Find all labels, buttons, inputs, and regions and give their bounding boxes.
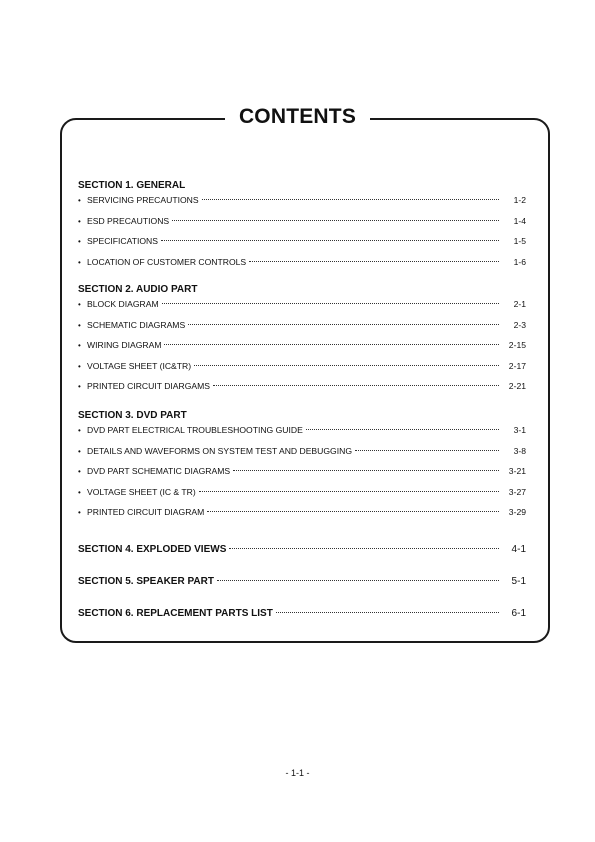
section-3	[78, 410, 526, 527]
section-entry-label: SECTION 4. EXPLODED VIEWS	[78, 544, 227, 555]
bullet: •	[78, 257, 81, 267]
section-entry[interactable]	[78, 608, 526, 620]
dot-leader	[164, 344, 499, 345]
toc-item-page: 3-29	[508, 507, 526, 517]
toc-item-page: 1-4	[513, 215, 526, 226]
toc-item[interactable]	[78, 194, 526, 215]
section-6[interactable]	[78, 608, 526, 620]
section-1	[78, 180, 526, 276]
toc-item-page: 2-15	[508, 340, 526, 350]
dot-leader	[217, 580, 499, 581]
toc-item[interactable]	[78, 486, 526, 507]
section-2	[78, 284, 526, 401]
toc-item-page: 2-3	[513, 319, 526, 330]
dot-leader	[161, 240, 499, 241]
bullet: •	[78, 446, 81, 456]
bullet: •	[78, 382, 81, 391]
page-number: - 1-1 -	[285, 768, 310, 778]
dot-leader	[199, 491, 499, 492]
toc-item-label: DVD PART ELECTRICAL TROUBLESHOOTING GUIDE	[87, 425, 303, 435]
toc-item[interactable]	[78, 256, 526, 277]
toc-item-page: 3-21	[508, 466, 526, 476]
section-4[interactable]	[78, 544, 526, 556]
title-wrap	[0, 102, 595, 132]
section-entry-page: 5-1	[511, 576, 526, 587]
toc-item[interactable]	[78, 424, 526, 445]
bullet: •	[78, 196, 81, 205]
section-entry-page: 4-1	[511, 544, 526, 555]
section-heading: SECTION 1. GENERAL	[78, 180, 186, 191]
section-entry-label: SECTION 5. SPEAKER PART	[78, 576, 214, 587]
dot-leader	[233, 470, 499, 471]
toc-item-label: LOCATION OF CUSTOMER CONTROLS	[87, 256, 247, 267]
toc-item[interactable]	[78, 380, 526, 401]
toc-item[interactable]	[78, 360, 526, 381]
toc-item[interactable]	[78, 339, 526, 360]
dot-leader	[306, 429, 499, 430]
bullet: •	[78, 508, 81, 517]
section-heading: SECTION 2. AUDIO PART	[78, 284, 198, 295]
section-entry-label: SECTION 6. REPLACEMENT PARTS LIST	[78, 608, 273, 619]
dot-leader	[276, 612, 499, 613]
bullet: •	[78, 320, 81, 330]
toc-item-page: 3-1	[513, 425, 526, 435]
bullet: •	[78, 467, 81, 476]
dot-leader	[249, 261, 499, 262]
toc-item-label: PRINTED CIRCUIT DIARGAMS	[87, 381, 211, 391]
toc-item[interactable]	[78, 506, 526, 527]
bullet: •	[78, 341, 81, 350]
toc-item-page: 3-8	[513, 445, 526, 456]
page-title: CONTENTS	[225, 102, 370, 132]
toc-item[interactable]	[78, 465, 526, 486]
section-entry[interactable]	[78, 576, 526, 588]
dot-leader	[229, 548, 499, 549]
toc-item[interactable]	[78, 298, 526, 319]
dot-leader	[355, 450, 499, 451]
bullet: •	[78, 487, 81, 497]
toc-item-page: 3-27	[508, 486, 526, 497]
toc-item-label: SCHEMATIC DIAGRAMS	[87, 319, 186, 330]
bullet: •	[78, 426, 81, 435]
dot-leader	[172, 220, 499, 221]
dot-leader	[207, 511, 499, 512]
toc-item[interactable]	[78, 319, 526, 340]
bullet: •	[78, 216, 81, 226]
toc-item[interactable]	[78, 215, 526, 236]
toc-item-page: 2-17	[508, 360, 526, 371]
toc-item[interactable]	[78, 235, 526, 256]
toc-item-page: 1-2	[513, 195, 526, 205]
toc-item-page: 2-21	[508, 381, 526, 391]
dot-leader	[188, 324, 499, 325]
toc-item-page: 1-5	[513, 236, 526, 246]
bullet: •	[78, 300, 81, 309]
toc-item-label: DVD PART SCHEMATIC DIAGRAMS	[87, 466, 231, 476]
dot-leader	[162, 303, 499, 304]
toc-item-page: 1-6	[513, 256, 526, 267]
dot-leader	[194, 365, 499, 366]
section-entry-page: 6-1	[511, 608, 526, 619]
toc-item-label: PRINTED CIRCUIT DIAGRAM	[87, 507, 205, 517]
toc-item[interactable]	[78, 445, 526, 466]
toc-item-label: VOLTAGE SHEET (IC&TR)	[87, 360, 192, 371]
dot-leader	[213, 385, 499, 386]
toc-item-label: VOLTAGE SHEET (IC & TR)	[87, 486, 196, 497]
bullet: •	[78, 361, 81, 371]
bullet: •	[78, 237, 81, 246]
section-5[interactable]	[78, 576, 526, 588]
dot-leader	[202, 199, 499, 200]
toc-item-label: SERVICING PRECAUTIONS	[87, 195, 199, 205]
toc-item-label: DETAILS AND WAVEFORMS ON SYSTEM TEST AND DEBUGGING	[87, 445, 353, 456]
section-entry[interactable]	[78, 544, 526, 556]
toc-item-page: 2-1	[513, 299, 526, 309]
section-heading: SECTION 3. DVD PART	[78, 410, 187, 421]
toc-item-label: WIRING DIAGRAM	[87, 340, 162, 350]
toc-item-label: SPECIFICATIONS	[87, 236, 158, 246]
toc-item-label: ESD PRECAUTIONS	[87, 215, 170, 226]
toc-item-label: BLOCK DIAGRAM	[87, 299, 159, 309]
